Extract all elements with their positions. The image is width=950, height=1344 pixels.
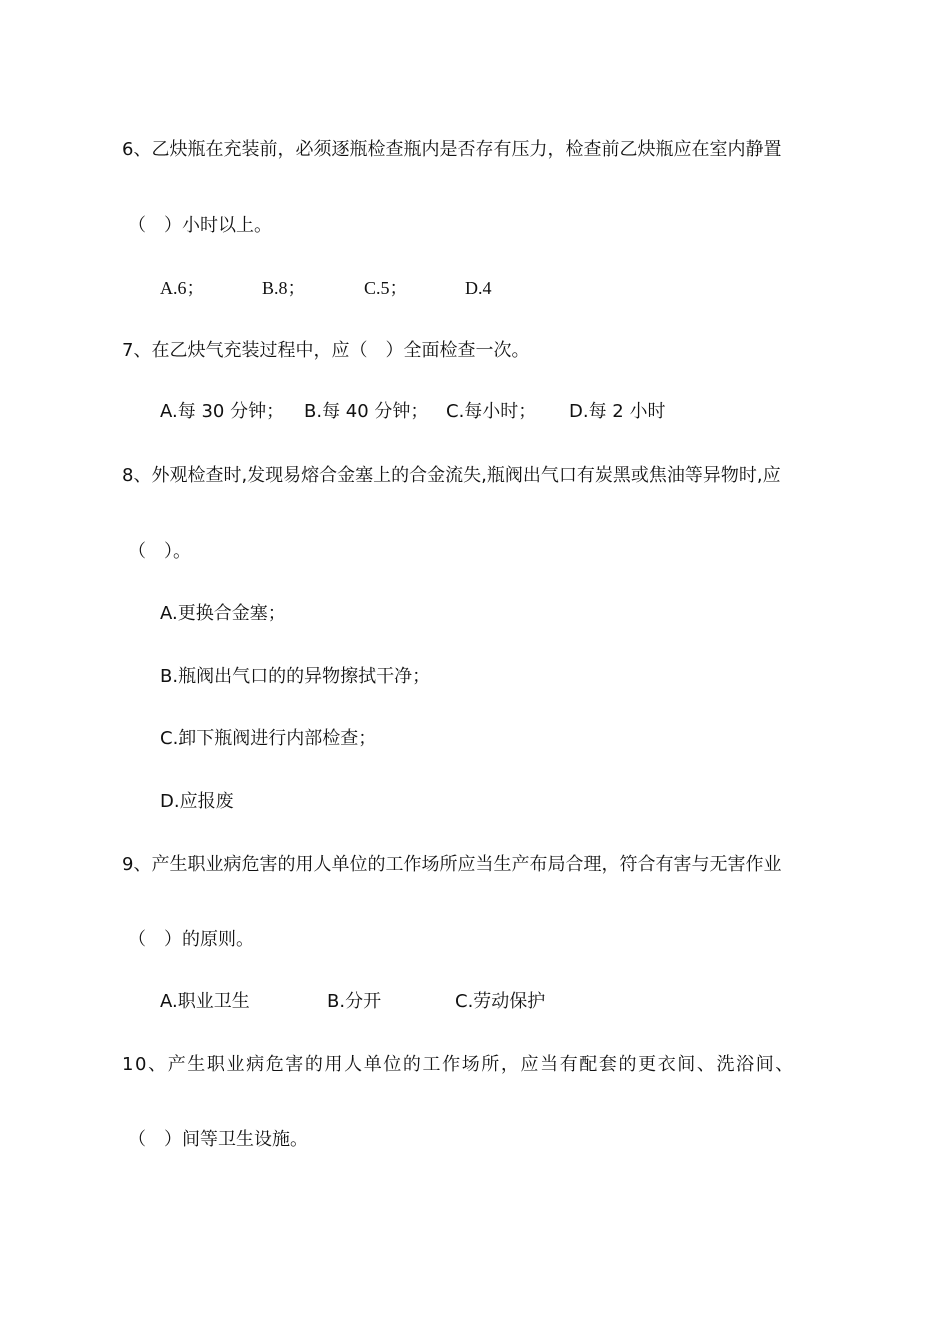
question-9-option-b: B.分开 bbox=[327, 991, 382, 1012]
question-8-option-a: A.更换合金塞； bbox=[160, 603, 286, 624]
question-9-continuation: （ ）的原则。 bbox=[128, 929, 254, 950]
question-6-text: 6、乙炔瓶在充装前，必须逐瓶检查瓶内是否存有压力，检查前乙炔瓶应在室内静置 bbox=[122, 139, 782, 160]
question-7-option-c: C.每小时； bbox=[446, 401, 537, 422]
question-7-option-d: D.每 2 小时 bbox=[569, 401, 666, 422]
question-8-continuation: （ ）。 bbox=[128, 541, 191, 562]
question-7-option-b: B.每 40 分钟； bbox=[304, 401, 429, 422]
question-8-text: 8、外观检查时,发现易熔合金塞上的合金流失,瓶阀出气口有炭黑或焦油等异物时,应 bbox=[122, 465, 781, 486]
question-9-option-c: C.劳动保护 bbox=[455, 991, 546, 1012]
question-9-text: 9、产生职业病危害的用人单位的工作场所应当生产布局合理，符合有害与无害作业 bbox=[122, 854, 782, 875]
question-8-option-b: B.瓶阀出气口的的异物擦拭干净； bbox=[160, 666, 431, 687]
question-9-option-a: A.职业卫生 bbox=[160, 991, 250, 1012]
question-6-option-b: B.8； bbox=[262, 278, 306, 298]
question-6-option-c: C.5； bbox=[364, 278, 408, 298]
question-6-option-d: D.4 bbox=[465, 278, 492, 298]
question-7-option-a: A.每 30 分钟； bbox=[160, 401, 285, 422]
question-10-text: 10、产生职业病危害的用人单位的工作场所，应当有配套的更衣间、洗浴间、 bbox=[122, 1054, 795, 1075]
question-8-option-c: C.卸下瓶阀进行内部检查； bbox=[160, 728, 377, 749]
question-10-continuation: （ ）间等卫生设施。 bbox=[128, 1129, 308, 1150]
question-7-text: 7、在乙炔气充装过程中，应（ ）全面检查一次。 bbox=[122, 340, 530, 361]
question-8-option-d: D.应报废 bbox=[160, 791, 234, 812]
question-6-continuation: （ ）小时以上。 bbox=[128, 215, 272, 236]
question-6-option-a: A.6； bbox=[160, 278, 205, 298]
